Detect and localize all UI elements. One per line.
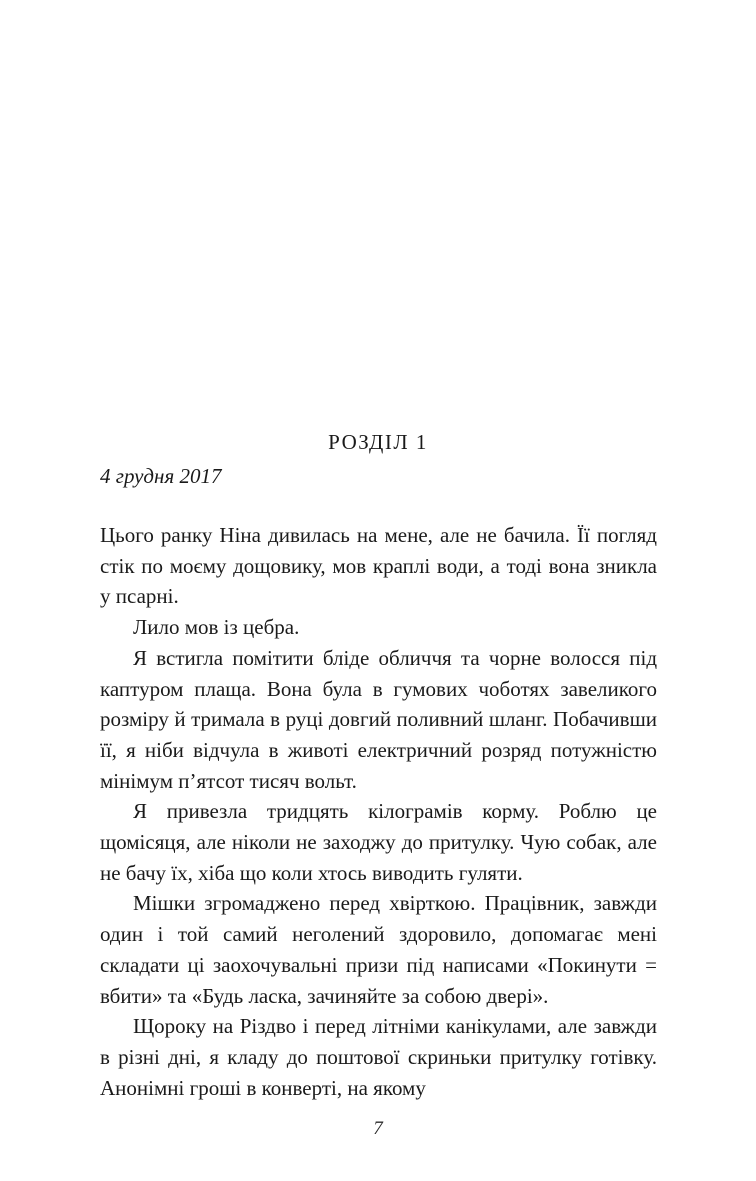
chapter-date: 4 грудня 2017 (100, 464, 222, 488)
paragraph: Я привезла тридцять кілограмів корму. Роблю це щомісяця, але ніколи не заходжу до притулку. Чую собак, але не бачу їх, хіба що коли хтось виводить гуляти. (100, 799, 657, 885)
paragraph: Цього ранку Ніна дивилась на мене, але не бачила. Її погляд стік по моєму дощовику, мов краплі води, а тоді вона зникла у псарні. (100, 523, 657, 609)
body-text (100, 520, 657, 1103)
paragraph: Лило мов із цебра. (133, 615, 300, 640)
paragraph: Щороку на Різдво і перед літніми канікулами, але завжди в різні дні, я кладу до поштової скриньки притулку готівку. Анонімні гроші в конверті, на якому (100, 1014, 657, 1100)
paragraph: Я встигла помітити бліде обличчя та чорне волосся під каптуром плаща. Вона була в гумових чоботях завеликого розміру й тримала в руці довгий поливний шланг. Побачивши її, я ніби відчула в животі електричний розряд потужністю мінімум п’ятсот тисяч вольт. (100, 645, 657, 793)
paragraph: Мішки згромаджено перед хвірткою. Працівник, завжди один і той самий неголений здоровило, допомагає мені складати ці заохочувальні призи під написами «Покинути = вбити» та «Будь ласка, зачиняйте за собою двері». (100, 891, 657, 1008)
page-number: 7 (373, 1118, 383, 1139)
chapter-title: РОЗДІЛ 1 (328, 430, 428, 454)
